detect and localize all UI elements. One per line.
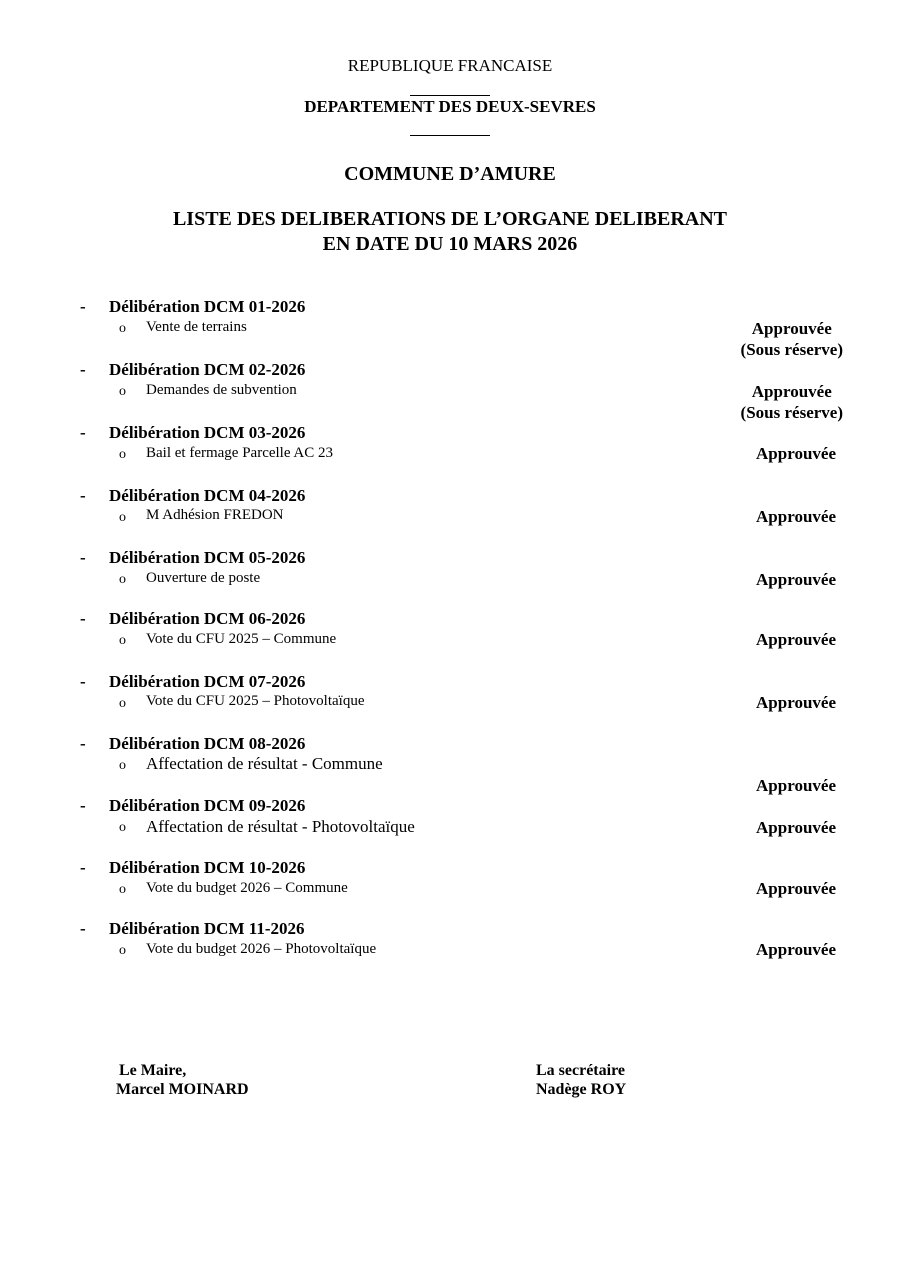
deliberation-title: Délibération DCM 08-2026 — [109, 734, 306, 753]
document-title-line1: LISTE DES DELIBERATIONS DE L’ORGANE DELIBERANT — [172, 208, 728, 230]
deliberation-status — [741, 318, 843, 360]
deliberation-subject: Affectation de résultat - Photovoltaïque — [146, 817, 415, 836]
header-divider — [410, 95, 490, 96]
republic-heading: REPUBLIQUE FRANCAISE — [347, 56, 553, 75]
sub-bullet: o — [119, 633, 126, 648]
list-marker: - — [80, 360, 86, 379]
status-label: Approuvée — [751, 319, 832, 338]
deliberation-subject: Vote du budget 2026 – Photovoltaïque — [146, 941, 377, 957]
deliberation-title: Délibération DCM 10-2026 — [109, 858, 306, 877]
sub-bullet: o — [119, 572, 126, 587]
commune-heading: COMMUNE D’AMURE — [344, 163, 556, 185]
sub-bullet: o — [119, 758, 126, 773]
deliberation-subject: Vente de terrains — [146, 319, 247, 335]
secretary-role: La secrétaire — [536, 1062, 625, 1079]
deliberation-title: Délibération DCM 07-2026 — [109, 672, 306, 691]
sub-bullet: o — [119, 321, 126, 336]
deliberation-status — [741, 381, 843, 423]
list-marker: - — [80, 548, 86, 567]
sub-bullet: o — [119, 882, 126, 897]
list-marker: - — [80, 297, 86, 316]
mayor-role: Le Maire, — [119, 1062, 187, 1079]
list-marker: - — [80, 858, 86, 877]
deliberation-title: Délibération DCM 04-2026 — [109, 486, 306, 505]
deliberation-status: Approuvée — [756, 940, 836, 959]
deliberation-title: Délibération DCM 03-2026 — [109, 423, 306, 442]
deliberation-subject: Ouverture de poste — [146, 570, 261, 586]
deliberation-subject: Vote du CFU 2025 – Commune — [146, 631, 337, 647]
deliberation-subject: Demandes de subvention — [146, 382, 297, 398]
deliberation-status: Approuvée — [756, 630, 836, 649]
secretary-signature-block — [536, 1061, 626, 1099]
deliberation-status: Approuvée — [756, 507, 836, 526]
sub-bullet: o — [119, 447, 126, 462]
deliberation-subject: Vote du CFU 2025 – Photovoltaïque — [146, 693, 365, 709]
list-marker: - — [80, 486, 86, 505]
deliberation-title: Délibération DCM 05-2026 — [109, 548, 306, 567]
sub-bullet: o — [119, 943, 126, 958]
deliberation-status: Approuvée — [756, 444, 836, 463]
header-divider — [410, 135, 490, 136]
deliberation-status: Approuvée — [756, 879, 836, 898]
list-marker: - — [80, 734, 86, 753]
department-heading: DEPARTEMENT DES DEUX-SEVRES — [304, 97, 596, 116]
deliberation-title: Délibération DCM 01-2026 — [109, 297, 306, 316]
deliberation-title: Délibération DCM 06-2026 — [109, 609, 306, 628]
list-marker: - — [80, 609, 86, 628]
deliberation-subject: M Adhésion FREDON — [146, 507, 284, 523]
deliberation-status: Approuvée — [756, 776, 836, 795]
deliberation-title: Délibération DCM 09-2026 — [109, 796, 306, 815]
sub-bullet: o — [119, 384, 126, 399]
list-marker: - — [80, 919, 86, 938]
deliberation-subject: Bail et fermage Parcelle AC 23 — [146, 445, 334, 461]
status-note: (Sous réserve) — [740, 403, 843, 422]
deliberation-title: Délibération DCM 02-2026 — [109, 360, 306, 379]
status-note: (Sous réserve) — [740, 340, 843, 359]
deliberation-subject: Vote du budget 2026 – Commune — [146, 880, 348, 896]
deliberation-title: Délibération DCM 11-2026 — [109, 919, 305, 938]
list-marker: - — [80, 423, 86, 442]
sub-bullet: o — [119, 820, 126, 835]
mayor-signature-block — [116, 1061, 249, 1099]
status-label: Approuvée — [751, 382, 832, 401]
secretary-name: Nadège ROY — [536, 1081, 627, 1098]
document-title-line2: EN DATE DU 10 MARS 2026 — [322, 233, 578, 255]
document-title — [0, 207, 900, 257]
deliberation-status: Approuvée — [756, 818, 836, 837]
sub-bullet: o — [119, 696, 126, 711]
deliberation-status: Approuvée — [756, 693, 836, 712]
list-marker: - — [80, 672, 86, 691]
sub-bullet: o — [119, 510, 126, 525]
deliberation-subject: Affectation de résultat - Commune — [146, 754, 383, 773]
list-marker: - — [80, 796, 86, 815]
deliberation-status: Approuvée — [756, 570, 836, 589]
mayor-name: Marcel MOINARD — [116, 1081, 249, 1098]
